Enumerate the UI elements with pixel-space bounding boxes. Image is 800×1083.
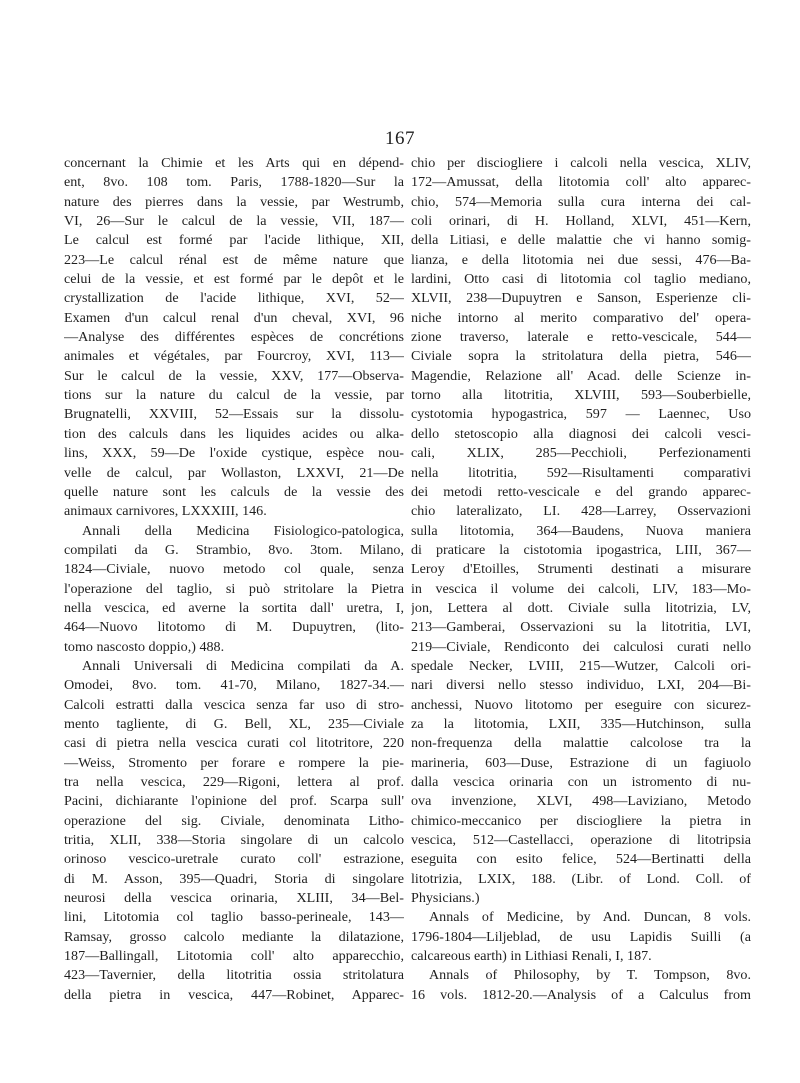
text-line: 1796-1804—Liljeblad, de usu Lapidis Suilli (a [411, 928, 751, 945]
text-line: mento tagliente, di G. Bell, XL, 235—Civiale [64, 715, 404, 732]
text-line: orinoso vescico-uretrale curato coll' estrazione, [64, 851, 404, 868]
text-line: 172—Amussat, della litotomia coll' alto apparec- [411, 174, 751, 191]
text-line: Ramsay, grosso calcolo mediante la dilatazione, [64, 928, 404, 945]
text-line: 187—Ballingall, Litotomia coll' alto apparecchio, [64, 948, 404, 965]
text-line: della Litiasi, e delle malattie che vi hanno somig- [411, 232, 751, 249]
text-line: cali, XLIX, 285—Pecchioli, Perfezionamenti [411, 445, 751, 462]
text-line: nari diversi nello stesso individuo, LXI, 204—Bi- [411, 677, 751, 694]
text-line: eseguita con esito felice, 524—Bertinatti della [411, 851, 751, 868]
text-line: lianza, e della litotomia nei due sessi, 476—Ba- [411, 251, 751, 268]
text-line: dello stetoscopio alla diagnosi dei calcoli vesci- [411, 425, 751, 442]
text-line: animaux carnivores, LXXXIII, 146. [64, 503, 267, 520]
text-line: tomo nascosto doppio,) 488. [64, 638, 225, 655]
text-line: coli orinari, di H. Holland, XLVI, 451—Kern, [411, 213, 751, 230]
text-line: nature des pierres dans la vessie, par Westrumb, [64, 193, 404, 210]
text-line: zione traverso, laterale e retto-vescicale, 544— [411, 329, 751, 346]
text-line: 423—Tavernier, della litotritia ossia stritolatura [64, 967, 404, 984]
text-line: lardini, Otto casi di litotomia col taglio mediano, [411, 271, 751, 288]
text-line: quelle nature sont les calculs de la vessie des [64, 483, 404, 500]
text-line: operazione del sig. Civiale, denominata Litho- [64, 812, 404, 829]
text-line: in vescica il volume dei calcoli, LIV, 183—Mo- [411, 580, 751, 597]
text-line: velle de calcul, par Wollaston, LXXVI, 21—De [64, 464, 404, 481]
text-line: litotrizia, LXIX, 188. (Libr. of Lond. Coll. of [411, 870, 751, 887]
text-line: di M. Asson, 395—Quadri, Storia di singolare [64, 870, 404, 887]
text-line: 464—Nuovo litotomo di M. Dupuytren, (lito- [64, 619, 404, 636]
text-line: 16 vols. 1812-20.—Analysis of a Calculus from [411, 986, 751, 1003]
text-line: jon, Lettera al dott. Civiale sulla litotrizia, LV, [411, 599, 751, 616]
text-line: Annali della Medicina Fisiologico-patologica, [82, 522, 404, 539]
text-line: —Weiss, Stromento per forare e rompere la pie- [64, 754, 404, 771]
text-line: chio lateralizato, LI. 428—Larrey, Osservazioni [411, 503, 751, 520]
text-line: Annals of Philosophy, by T. Tompson, 8vo. [429, 967, 751, 984]
text-line: anchessi, Nuovo litotomo per eseguire con sicurez- [411, 696, 751, 713]
text-line: chio per disciogliere i calcoli nella vescica, XLIV, [411, 155, 751, 171]
text-line: tritia, XLII, 338—Storia singolare di un calcolo [64, 832, 404, 849]
text-line: dalla vescica orinaria con un istromento di nu- [411, 774, 751, 790]
text-line: Physicians.) [411, 890, 480, 907]
text-line: XLVII, 238—Dupuytren e Sanson, Esperienze cli- [411, 290, 751, 307]
text-line: sulla litotomia, 364—Baudens, Nuova maniera [411, 522, 751, 539]
text-line: dei metodi retto-vescicale e del grando apparec- [411, 483, 751, 500]
text-line: nella vescica, ed averne la sortita dall' uretra, I, [64, 599, 404, 616]
text-line: vescica, 512—Castellacci, operazione di litotripsia [411, 832, 751, 849]
text-line: nella litotritia, 592—Risultamenti comparativi [411, 464, 751, 481]
text-line: Le calcul est formé par l'acide lithique, XII, [64, 232, 404, 249]
text-line: Calcoli estratti dalla vescica senza far uso di stro- [64, 696, 404, 713]
text-line: l'operazione del taglio, si può stritolare la Pietra [64, 580, 404, 597]
text-line: animales et végétales, par Fourcroy, XVI, 113— [64, 348, 404, 365]
text-line: cystotomia hypogastrica, 597 — Laennec, Uso [411, 406, 751, 423]
text-line: non-frequenza della malattie calcolose tra la [411, 735, 751, 752]
text-line: —Analyse des différentes espèces de concrétions [64, 329, 404, 346]
text-line: ova invenzione, XLVI, 498—Laviziano, Metodo [411, 793, 751, 810]
text-line: Annals of Medicine, by And. Duncan, 8 vols. [429, 909, 751, 926]
left-column [64, 154, 404, 1005]
text-line: 219—Civiale, Rendiconto dei calculosi curati nello [411, 638, 751, 655]
text-line: compilati da G. Strambio, 8vo. 3tom. Milano, [64, 541, 404, 558]
text-line: 213—Gamberai, Osservazioni su la litotritia, LVI, [411, 619, 751, 636]
text-line: niche intorno al merito comparativo del' opera- [411, 309, 751, 326]
text-line: di praticare la cistotomia ipogastrica, LIII, 367— [411, 541, 751, 558]
text-line: chio, 574—Memoria sulla cura interna dei cal- [411, 193, 751, 210]
text-line: 1824—Civiale, nuovo metodo col quale, senza [64, 561, 404, 578]
text-line: celui de la vessie, et est formé par le depôt et le [64, 271, 404, 288]
text-line: Civiale sopra la stritolatura della pietra, 546— [411, 348, 751, 365]
text-line: Leroy d'Etoilles, Strumenti destinati a misurare [411, 561, 751, 578]
text-line: lini, Litotomia col taglio basso-perineale, 143— [64, 909, 404, 926]
text-line: neurosi della vescica orinaria, XLIII, 34—Bel- [64, 890, 404, 907]
text-line: Pacini, dichiarante l'opinione del prof. Scarpa sull' [64, 793, 404, 810]
text-line: marineria, 603—Duse, Estrazione di un fagiuolo [411, 754, 751, 771]
text-line: spedale Necker, LVIII, 215—Wutzer, Calcoli ori- [411, 657, 751, 674]
text-line: lins, XXX, 59—De l'oxide cystique, espèce nou- [64, 445, 404, 462]
text-line: tion des calculs dans les liquides acides ou alka- [64, 425, 404, 442]
text-line: concernant la Chimie et les Arts qui en dépend- [64, 155, 404, 171]
text-line: VI, 26—Sur le calcul de la vessie, VII, 187— [64, 213, 404, 230]
text-line: Sur le calcul de la vessie, XXV, 177—Observa- [64, 367, 404, 384]
text-line: torno alla litotritia, XLVIII, 593—Souberbielle, [411, 387, 751, 404]
text-line: Annali Universali di Medicina compilati da A. [82, 657, 404, 674]
text-line: della pietra in vescica, 447—Robinet, Apparec- [64, 986, 404, 1003]
text-line: Magendie, Relazione all' Acad. delle Scienze in- [411, 367, 751, 384]
text-line: za la litotomia, LXII, 335—Hutchinson, sulla [411, 715, 751, 732]
text-line: Examen d'un calcul renal d'un cheval, XVI, 96 [64, 309, 404, 326]
text-line: tions sur la nature du calcul de la vessie, par [64, 387, 404, 404]
text-line: chimico-meccanico per disciogliere la pietra in [411, 812, 751, 829]
text-line: tra nella vescica, 229—Rigoni, lettera al prof. [64, 774, 404, 790]
text-line: crystallization de l'acide lithique, XVI, 52— [64, 290, 404, 307]
text-line: Omodei, 8vo. tom. 41-70, Milano, 1827-34.— [64, 677, 404, 694]
text-line: ent, 8vo. 108 tom. Paris, 1788-1820—Sur la [64, 174, 404, 191]
text-line: calcareous earth) in Lithiasi Renali, I, 187. [411, 948, 652, 965]
text-line: casi di pietra nella vescica curati col litotritore, 220 [64, 735, 404, 752]
right-column [411, 154, 751, 1005]
page-number: 167 [385, 128, 415, 149]
text-line: Brugnatelli, XXVIII, 52—Essais sur la dissolu- [64, 406, 404, 423]
text-line: 223—Le calcul rénal est de même nature que [64, 251, 404, 268]
